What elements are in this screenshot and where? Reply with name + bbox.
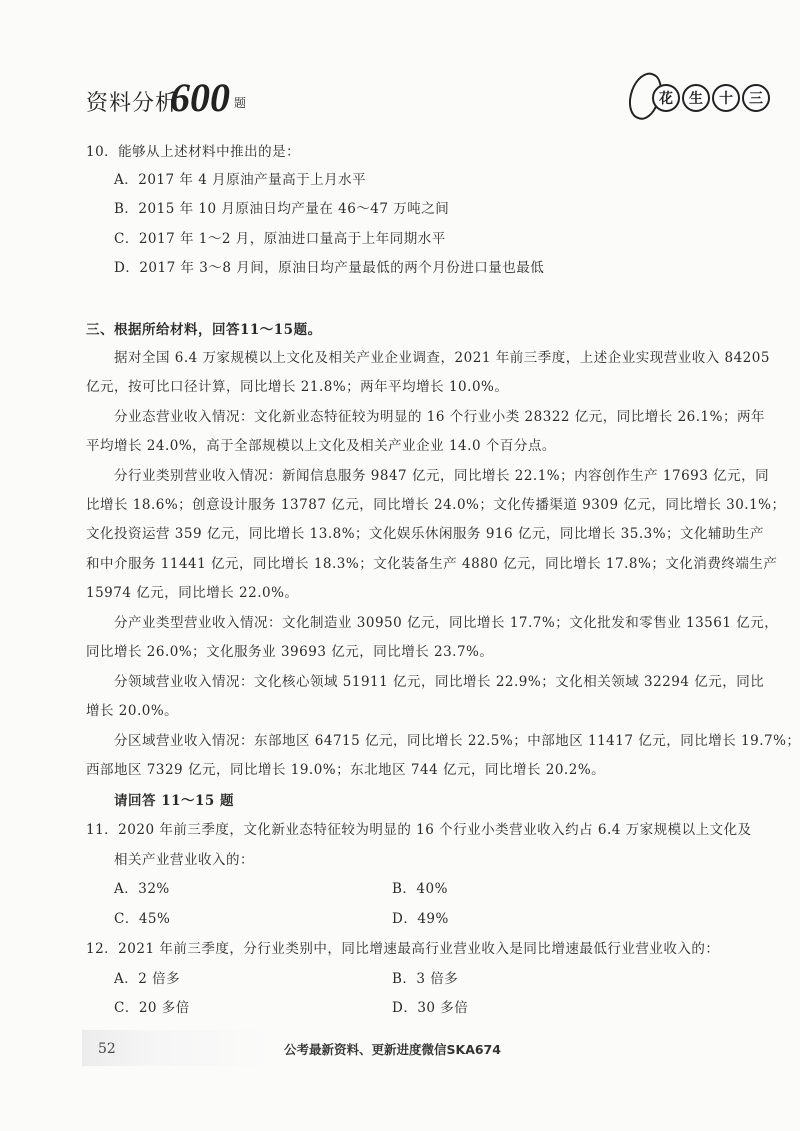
- q12-option-c: C．20 多倍: [114, 1000, 190, 1016]
- q12-option-b: B．3 倍多: [392, 971, 459, 987]
- section-title: 三、根据所给材料，回答11～15题。: [86, 322, 322, 338]
- brand-char: 生: [682, 84, 710, 112]
- q12-option-a: A．2 倍多: [114, 971, 181, 987]
- q10-option-b: B．2015 年 10 月原油日均产量在 46～47 万吨之间: [114, 201, 450, 217]
- brand-char: 十: [712, 84, 740, 112]
- brand-char: 三: [742, 84, 770, 112]
- page-number: 52: [98, 1041, 116, 1057]
- book-title: 资料分析: [86, 91, 179, 116]
- answer-prompt: 请回答 11～15 题: [114, 793, 234, 809]
- q10-option-a: A．2017 年 4 月原油产量高于上月水平: [114, 172, 367, 188]
- q12-option-d: D．30 多倍: [392, 1000, 469, 1016]
- q11-stem: 11．2020 年前三季度，文化新业态特征较为明显的 16 个行业小类营业收入约占 6.4 万家规模以上文化及: [86, 822, 752, 838]
- material-line: 分领域营业收入情况：文化核心领域 51911 亿元，同比增长 22.9%；文化相关领域 32294 亿元，同比: [114, 674, 765, 690]
- material-line: 亿元，按可比口径计算，同比增长 21.8%；两年平均增长 10.0%。: [86, 379, 509, 395]
- material-line: 和中介服务 11441 亿元，同比增长 18.3%；文化装备生产 4880 亿元，同比增长 17.8%；文化消费终端生产: [86, 556, 778, 572]
- book-suffix: 题: [234, 96, 247, 110]
- material-line: 平均增长 24.0%，高于全部规模以上文化及相关产业企业 14.0 个百分点。: [86, 438, 556, 454]
- q11-option-d: D．49%: [392, 911, 449, 927]
- book-number: 600: [170, 75, 230, 120]
- material-line: 据对全国 6.4 万家规模以上文化及相关产业企业调查，2021 年前三季度，上述企业实现营业收入 84205: [114, 350, 770, 366]
- material-line: 文化投资运营 359 亿元，同比增长 13.8%；文化娱乐休闲服务 916 亿元，同比增长 35.3%；文化辅助生产: [86, 526, 765, 542]
- q10-option-d: D．2017 年 3～8 月间，原油日均产量最低的两个月份进口量也最低: [114, 260, 545, 276]
- q12-stem: 12．2021 年前三季度，分行业类别中，同比增速最高行业营业收入是同比增速最低行业营业收入的：: [86, 941, 720, 957]
- material-line: 比增长 18.6%；创意设计服务 13787 亿元，同比增长 24.0%；文化传播渠道 9309 亿元，同比增长 30.1%；: [86, 497, 786, 513]
- q10-option-c: C．2017 年 1～2 月，原油进口量高于上年同期水平: [114, 231, 446, 247]
- material-line: 分业态营业收入情况：文化新业态特征较为明显的 16 个行业小类 28322 亿元，同比增长 26.1%；两年: [114, 409, 765, 425]
- material-line: 分产业类型营业收入情况：文化制造业 30950 亿元，同比增长 17.7%；文化批发和零售业 13561 亿元，: [114, 615, 779, 631]
- brand-logo: [630, 72, 763, 116]
- material-line: 15974 亿元，同比增长 22.0%。: [86, 585, 299, 601]
- material-line: 增长 20.0%。: [86, 703, 179, 719]
- material-line: 分区域营业收入情况：东部地区 64715 亿元，同比增长 22.5%；中部地区 11417 亿元，同比增长 19.7%；: [114, 733, 800, 749]
- footer-note: 公考最新资料、更新进度微信SKA674: [284, 1042, 501, 1057]
- q11-option-b: B．40%: [392, 881, 448, 897]
- q10-stem: 10．能够从上述材料中推出的是：: [86, 144, 301, 160]
- q11-option-a: A．32%: [114, 881, 170, 897]
- material-line: 分行业类别营业收入情况：新闻信息服务 9847 亿元，同比增长 22.1%；内容创作生产 17693 亿元，同: [114, 468, 770, 484]
- material-line: 西部地区 7329 亿元，同比增长 19.0%；东北地区 744 亿元，同比增长 20.2%。: [86, 762, 606, 778]
- brand-chars: [652, 84, 770, 112]
- q11-stem-cont: 相关产业营业收入的：: [114, 852, 254, 868]
- q11-option-c: C．45%: [114, 911, 171, 927]
- page-header: [86, 72, 763, 122]
- material-line: 同比增长 26.0%；文化服务业 39693 亿元，同比增长 23.7%。: [86, 644, 494, 660]
- brand-char: 花: [652, 84, 680, 112]
